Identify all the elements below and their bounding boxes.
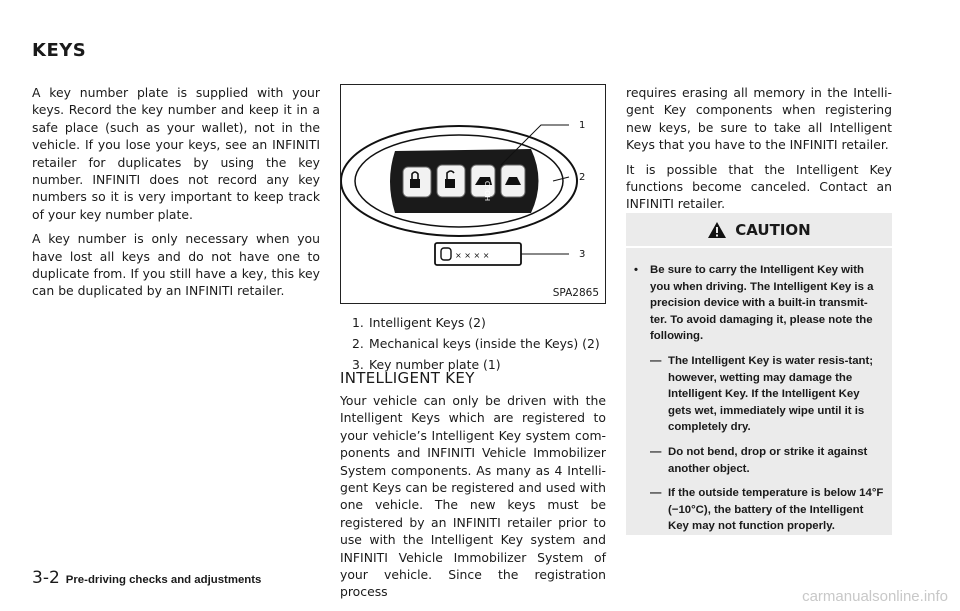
watermark: carmanualsonline.info <box>802 588 948 605</box>
warning-icon <box>707 221 727 239</box>
bullet-mark: • <box>634 264 638 276</box>
legend-item: 3. Key number plate (1) <box>352 357 501 372</box>
callout-2: 2 <box>579 172 586 183</box>
caution-item: — The Intelligent Key is water resis-tant; however, wetting may damage the Intelligent Key. If the Intelligent Key gets wet, immediately wipe until it is completely dry. <box>650 353 884 436</box>
caution-item: — Do not bend, drop or strike it against another object. <box>650 444 884 477</box>
figure-legend <box>352 312 612 375</box>
dash-mark: — <box>650 487 662 500</box>
plate-number-text: × × × × <box>455 251 490 260</box>
intelligent-key-paragraph: Your vehicle can only be driven with the Intelligent Keys which are registered to your vehicle’s Intelligent Key system com-ponents and INFINITI Vehicle Immobilizer System components. As many as 4 Intelli-gent Keys can be registered and used with one vehicle. The new keys must be registered by an INFINITI retailer prior to use with the Intelligent Key system and INFINITI Vehicle Immobilizer System of your vehicle. Since the registration process <box>340 393 606 600</box>
caution-content <box>634 262 884 535</box>
lock-icon <box>410 179 420 188</box>
page-footer <box>32 568 261 588</box>
duplicate-paragraph: A key number is only necessary when you have lost all keys and do not have one to duplicate from. If you still have a key, this key can be duplicated by an INFINITI retailer. <box>32 231 320 299</box>
section-heading-intelligent-key: INTELLIGENT KEY <box>340 369 475 387</box>
dash-mark: — <box>650 354 662 367</box>
key-number-paragraph: A key number plate is supplied with your keys. Record the key number and keep it in a safe place (such as your wallet), not in the vehicle. If you lose your keys, see an INFINITI retailer for duplicates by using the key number. INFINITI does not record any key numbers so it is very important to keep track of your key number plate. <box>32 85 320 222</box>
legend-item: 2. Mechanical keys (inside the Keys) (2) <box>352 336 600 351</box>
canceled-paragraph: It is possible that the Intelligent Key functions become canceled. Contact an INFINITI retailer. <box>626 161 892 212</box>
page-title: KEYS <box>32 40 87 61</box>
registration-paragraph: requires erasing all memory in the Intelli-gent Key components when registering new keys, be sure to take all Intelligent Keys that you have to the INFINITI retailer. <box>626 85 892 153</box>
footer-section-name: Pre-driving checks and adjustments <box>65 574 262 586</box>
caution-bullet-text: Be sure to carry the Intelligent Key with you when driving. The Intelligent Key is a precision device with a built-in transmit-ter. To avoid damaging it, please note the following. <box>650 264 874 343</box>
legend-item: 1. Intelligent Keys (2) <box>352 315 486 330</box>
callout-3: 3 <box>579 249 586 260</box>
figure-code: SPA2865 <box>552 287 599 299</box>
intelligent-key-drawing <box>341 85 607 305</box>
caution-header <box>626 213 892 248</box>
keys-illustration <box>340 84 606 304</box>
callout-1: 1 <box>579 120 586 131</box>
right-column <box>626 84 892 220</box>
page-number: 3-2 <box>32 568 60 588</box>
caution-item: — If the outside temperature is below 14°F (−10°C), the battery of the Intelligent Key may not function properly. <box>650 485 884 535</box>
unlock-icon <box>445 179 455 188</box>
caution-title: CAUTION <box>735 220 811 239</box>
left-column <box>32 84 320 307</box>
dash-mark: — <box>650 445 662 458</box>
hold-label: HOLD <box>484 180 492 201</box>
caution-bullet <box>634 262 884 345</box>
